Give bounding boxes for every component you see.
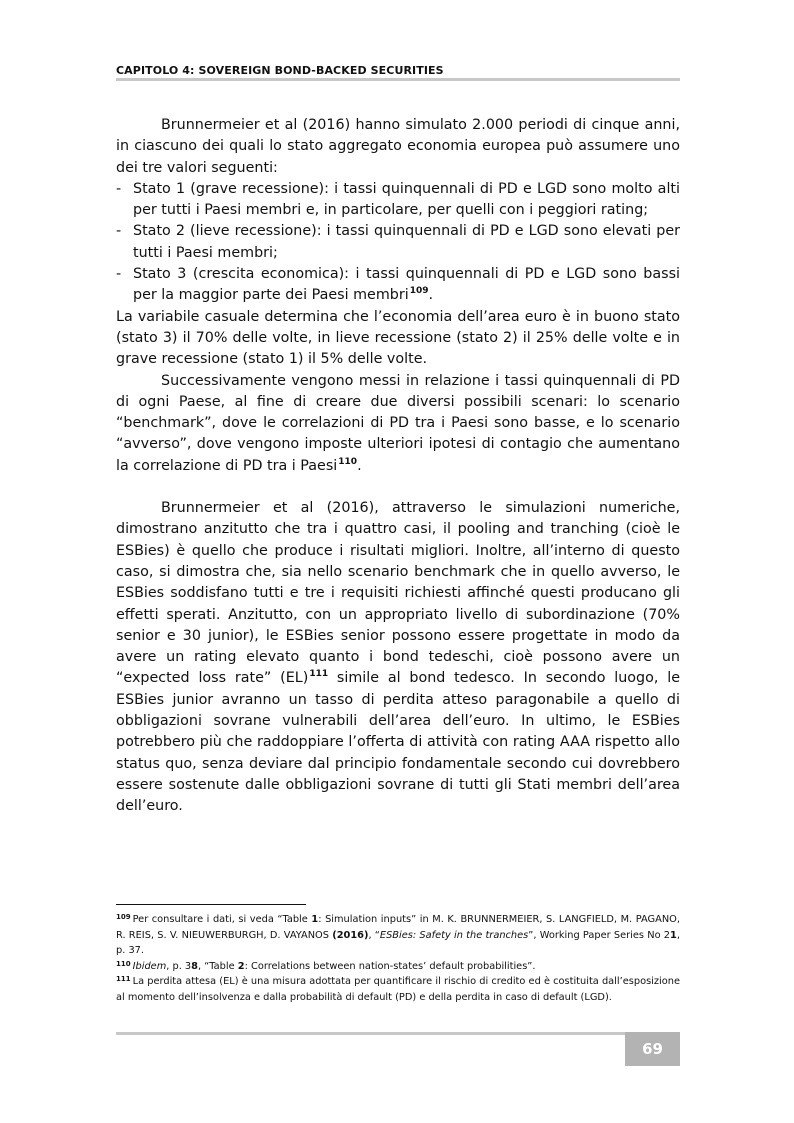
paragraph-1: Brunnermeier et al (2016) hanno simulato 2.000 periodi di cinque anni, in ciascuno dei quali lo stato aggregato economia europea può assumere uno dei tre valori seguenti: (116, 117, 680, 176)
page-number (625, 1032, 680, 1066)
footnote-number: 111 (116, 975, 131, 983)
footnote-text: : Correlations between nation-states’ default probabilities”. (244, 960, 536, 972)
paragraph-gap (116, 477, 680, 498)
footnote-italic-title: ESBies: Safety in the tranches (379, 929, 529, 941)
footnote-bold: 1 (311, 914, 319, 925)
footnote-109 (116, 912, 680, 959)
paragraph-4-text-a: Brunnermeier et al (2016), attraverso le simulazioni numeriche, dimostrano anzitutto che tra i quattro casi, il pooling and tranching (cioè le ESBies) è quello che produce i risultati migliori. Inoltre, all’interno di questo caso, si dimostra che, sia nello scenario benchmark che in quello avverso, le ESBies soddisfano tutti e tre i requisiti richiesti affinché questi producano gli effetti sperati. Anzitutto, con un appropriato livello di subordinazione (70% senior e 30 junior), le ESBies senior possono essere progettate in modo da avere un rating elevato quanto i bond tedeschi, cioè possono avere un “expected loss rate” (EL) (116, 500, 680, 687)
footnote-number: 109 (116, 913, 131, 921)
footnote-text: , “Table (198, 960, 238, 972)
footnote-bold: 8 (191, 960, 198, 972)
paragraph-4 (116, 498, 680, 817)
header-divider (116, 78, 680, 81)
footnote-text: , p. 3 (166, 960, 192, 972)
footnote-bold: 1 (670, 929, 677, 941)
footnote-text: ”, Working Paper Series No 2 (528, 929, 671, 941)
state-3-item (116, 264, 680, 307)
state-1-text: Stato 1 (grave recessione): i tassi quinquennali di PD e LGD sono molto alti per tutti i Paesi membri e, in particolare, per quelli con i peggiori rating; (133, 180, 680, 219)
state-3-end: . (428, 287, 434, 304)
footnote-text: : Simulation inputs” in M. K. BRUNNERMEIER, S. LANGFIELD, M. PAGANO, R. REIS, S. V. NIEUWERBURGH, D. VAYANOS (116, 914, 680, 941)
footnote-111 (116, 974, 680, 1005)
paragraph-2: La variabile casuale determina che l’economia dell’area euro è in buono stato (stato 3) il 70% delle volte, in lieve recessione (stato 2) il 25% delle volte e in grave recessione (stato 1) il 5% delle volte. (116, 308, 680, 368)
state-1-item (116, 179, 680, 222)
footnote-italic: Ibidem (132, 960, 167, 972)
footnote-text: Per consultare i dati, si veda “Table (132, 914, 312, 925)
footnote-ref-110[interactable]: 110 (338, 456, 358, 467)
page-number-label: 69 (642, 1040, 663, 1058)
footnote-bold: (2016) (332, 929, 369, 941)
paragraph-4-text-b: simile al bond tedesco. In secondo luogo, le ESBies junior avranno un tasso di perdita atteso paragonabile a quello di obbligazioni sovrane vulnerabili dell’area dell’euro. In ultimo, le ESBies potrebbero più che raddoppiare l’offerta di attività con rating AAA rispetto allo status quo, senza deviare dal principio fondamentale secondo cui dovrebbero essere sostenute dalle obbligazioni sovrane di tutti gli Stati membri dell’area dell’euro. (116, 670, 681, 815)
footnote-text: La perdita attesa (EL) è una misura adottata per quantificare il rischio di credito ed è costituita dall’esposizione al momento dell’insolvenza e dalla probabilità di default (PD) e della perdita in caso di default (LGD). (116, 976, 680, 1003)
state-2-item (116, 221, 680, 264)
states-list (116, 179, 680, 307)
body-text (116, 115, 680, 818)
footnote-number: 110 (116, 959, 131, 968)
footnotes (116, 912, 680, 1005)
footnote-110 (116, 959, 680, 975)
footnote-bold: 2 (237, 960, 245, 972)
paragraph-3-text: Successivamente vengono messi in relazione i tassi quinquennali di PD di ogni Paese, al fine di creare due diversi possibili scenari: lo scenario “benchmark”, dove le correlazioni di PD tra i Paesi sono basse, e lo scenario “avverso”, dove vengono imposte ulteriori ipotesi di contagio che aumentano la correlazione di PD tra i Paesi (116, 372, 680, 474)
state-2-text: Stato 2 (lieve recessione): i tassi quinquennali di PD e LGD sono elevati per tutti i Paesi membri; (133, 223, 680, 261)
paragraph-3-end: . (357, 457, 362, 474)
footnote-text: , p. 37. (116, 929, 680, 956)
footnote-ref-111[interactable]: 111 (309, 669, 329, 680)
footnote-ref-109[interactable]: 109 (409, 286, 429, 297)
state-3-text: Stato 3 (crescita economica): i tassi quinquennali di PD e LGD sono bassi per la maggior parte dei Paesi membri (133, 266, 680, 304)
chapter-header: CAPITOLO 4: SOVEREIGN BOND-BACKED SECURITIES (116, 64, 444, 77)
footnote-text: , “ (368, 929, 380, 941)
paragraph-3 (116, 371, 680, 477)
footnote-separator (116, 904, 306, 905)
footer-divider (116, 1032, 625, 1035)
